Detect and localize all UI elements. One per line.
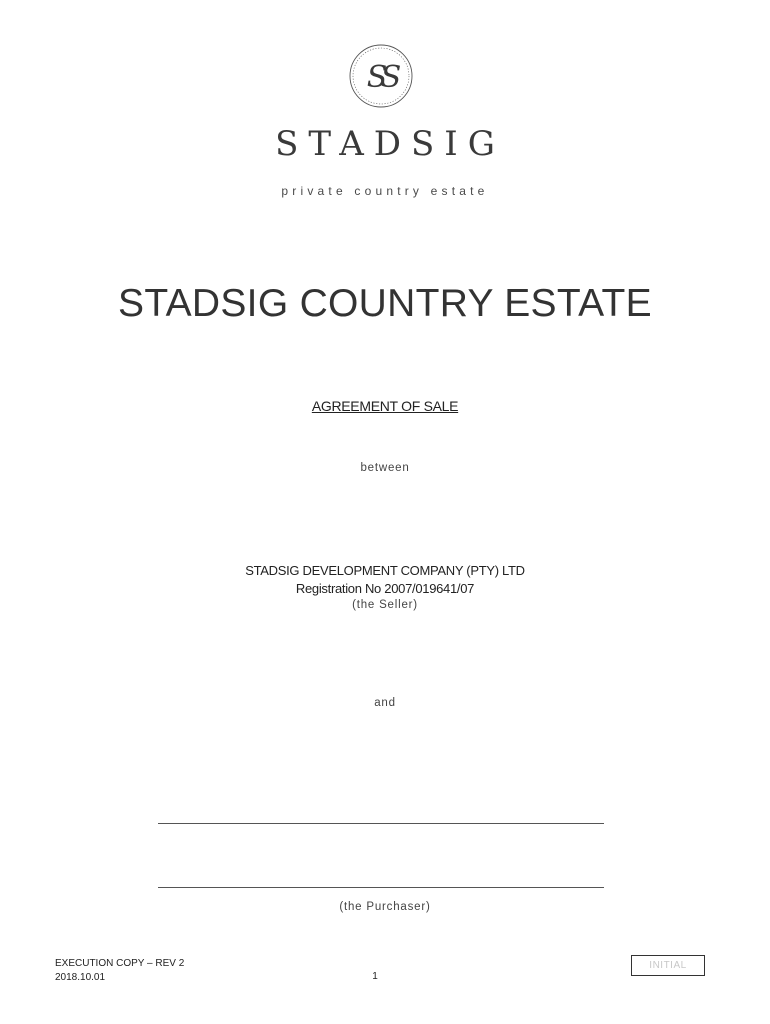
stadsig-monogram-logo — [348, 43, 414, 109]
initial-box[interactable]: INITIAL — [631, 955, 705, 976]
monogram-letters: SS — [366, 60, 396, 95]
logo-wordmark: STADSIG — [275, 124, 505, 164]
seller-name: STADSIG DEVELOPMENT COMPANY (PTY) LTD — [245, 563, 525, 578]
between-text: between — [360, 462, 410, 474]
footer-date: 2018.10.01 — [55, 972, 106, 983]
seller-role: (the Seller) — [352, 599, 418, 611]
logo-tagline: private country estate — [281, 184, 489, 198]
agreement-title: AGREEMENT OF SALE — [311, 398, 459, 414]
purchaser-name-blank-line — [158, 823, 604, 824]
document-title: STADSIG COUNTRY ESTATE — [118, 282, 652, 325]
and-text: and — [374, 697, 396, 709]
purchaser-role: (the Purchaser) — [339, 901, 431, 913]
purchaser-details-blank-line — [158, 887, 604, 888]
footer-copy-label: EXECUTION COPY – REV 2 — [55, 958, 185, 969]
page-number: 1 — [372, 971, 378, 982]
seller-registration: Registration No 2007/019641/07 — [295, 581, 475, 596]
